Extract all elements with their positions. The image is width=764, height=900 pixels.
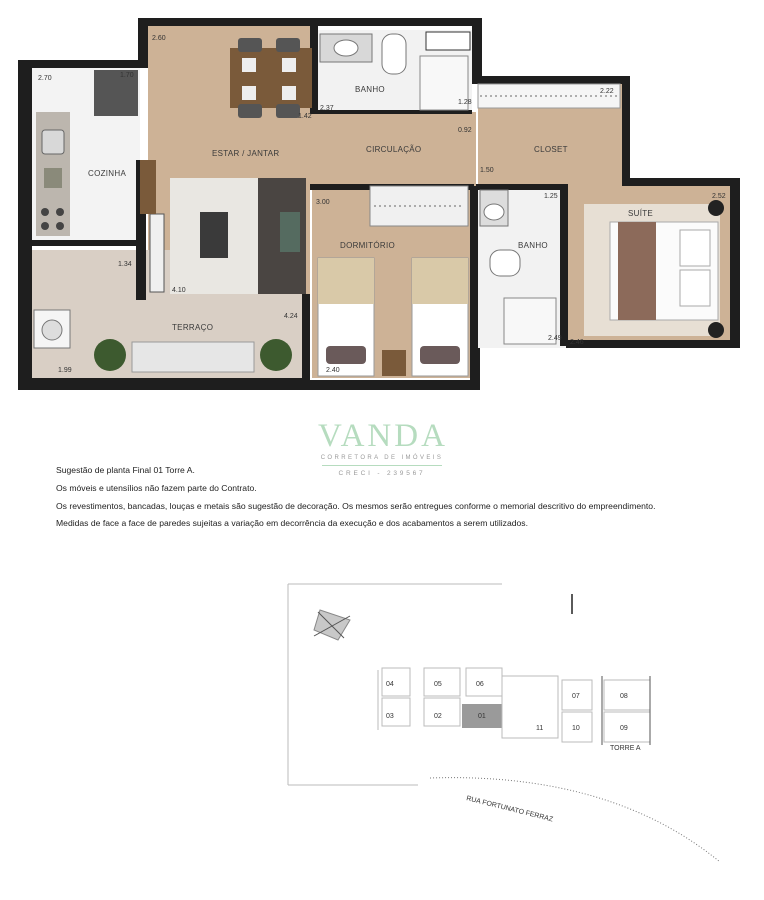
dining-table [230, 38, 312, 118]
tower-label: TORRE A [610, 745, 641, 752]
label-circulacao: CIRCULAÇÃO [366, 145, 422, 154]
unit-label: 09 [620, 725, 628, 732]
dim-label: 2.37 [320, 105, 334, 112]
dim-label: 2.70 [38, 75, 52, 82]
dim-label: 1.70 [120, 72, 134, 79]
unit-label: 01 [478, 713, 486, 720]
dim-label: 3.00 [316, 199, 330, 206]
dim-label: 1.34 [118, 261, 132, 268]
unit-label: 03 [386, 713, 394, 720]
unit-label: 02 [434, 713, 442, 720]
unit-label: 11 [536, 725, 544, 732]
note-line: Os revestimentos, bancadas, louças e metais são sugestão de decoração. Os mesmos serão entregues conforme o memorial descritivo do empreendimento. [56, 500, 656, 511]
unit-label: 08 [620, 693, 628, 700]
street-curve [430, 778, 720, 862]
tv-console [150, 214, 164, 292]
label-estar: ESTAR / JANTAR [212, 149, 280, 158]
unit-label: 10 [572, 725, 580, 732]
label-banho-1: BANHO [355, 85, 385, 94]
unit-label: 06 [476, 681, 484, 688]
dim-label: 2.40 [326, 367, 340, 374]
dim-label: 1.28 [458, 99, 472, 106]
key-plan [280, 580, 720, 870]
label-suite: SUÍTE [628, 209, 654, 218]
logo-creci: CRECI - 239567 [338, 470, 426, 477]
bed-left [318, 258, 374, 376]
note-line: Sugestão de planta Final 01 Torre A. [56, 465, 195, 475]
bed-right [412, 258, 468, 376]
label-cozinha: COZINHA [88, 169, 127, 178]
plant-right [260, 339, 292, 371]
unit-label: 04 [386, 681, 394, 688]
compass-icon [314, 610, 350, 640]
closet-rail [478, 84, 620, 108]
floor-plan [0, 0, 764, 400]
dim-label: 0.92 [458, 127, 472, 134]
logo-name: VANDA [318, 418, 448, 454]
note-line: Os móveis e utensílios não fazem parte do Contrato. [56, 482, 257, 493]
dim-label: 2.46 [570, 339, 584, 346]
label-banho-2: BANHO [518, 241, 548, 250]
plant-left [94, 339, 126, 371]
unit-label: 07 [572, 693, 580, 700]
unit-label: 05 [434, 681, 442, 688]
dim-label: 1.99 [58, 367, 72, 374]
coffee-table [200, 212, 228, 258]
dim-label: 2.22 [600, 88, 614, 95]
dim-label: 1.42 [298, 113, 312, 120]
dim-label: 2.52 [712, 193, 726, 200]
dim-label: 1.50 [480, 167, 494, 174]
logo-subtitle: CORRETORA DE IMÓVEIS [320, 455, 444, 461]
dim-label: 4.24 [284, 313, 298, 320]
label-terraco: TERRAÇO [172, 323, 214, 332]
label-dormitorio: DORMITÓRIO [340, 241, 395, 250]
nightstand [382, 350, 406, 376]
dim-label: 2.49 [548, 335, 562, 342]
dim-label: 1.25 [544, 193, 558, 200]
street-label: RUA FORTUNATO FERRAZ [465, 795, 554, 824]
terrace-bench [132, 342, 254, 372]
label-closet: CLOSET [534, 145, 568, 154]
dim-label: 2.60 [152, 35, 166, 42]
dim-label: 4.10 [172, 287, 186, 294]
suite-bed [584, 200, 724, 338]
note-line: Medidas de face a face de paredes sujeitas a variação em decorrência da execução e dos acabamentos a serem utilizados. [56, 518, 528, 529]
plan-notes [56, 462, 736, 533]
